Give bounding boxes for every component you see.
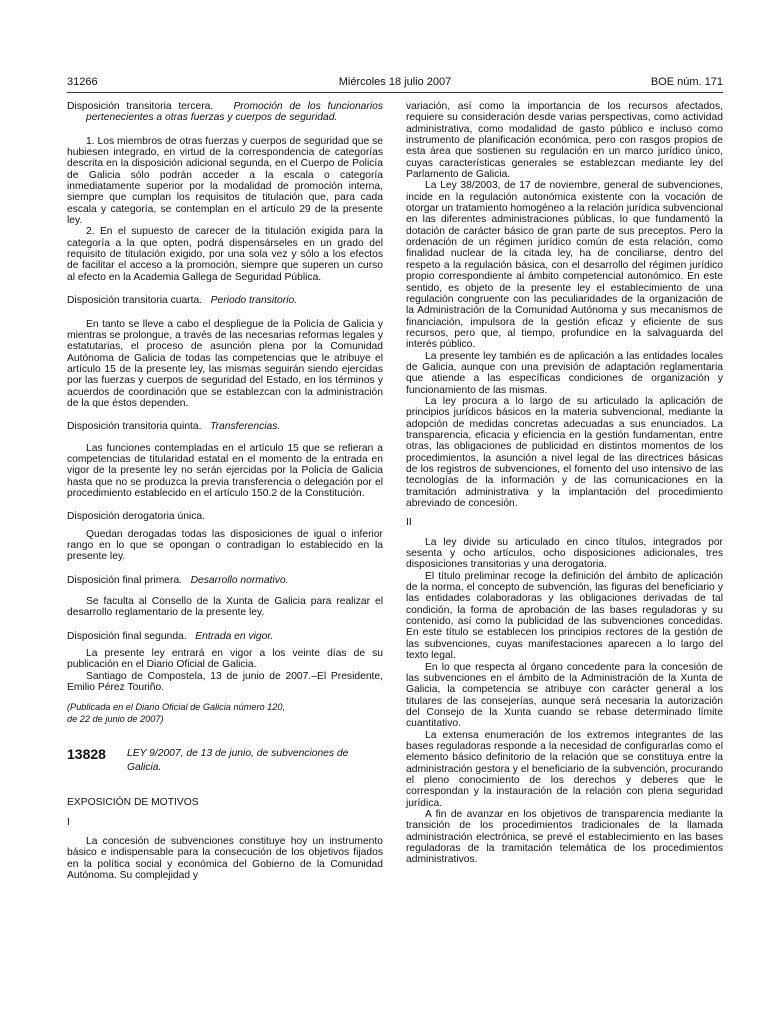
- publication-note-line-1: (Publicada en el Diario Oficial de Galicia número 120,: [67, 702, 286, 713]
- dt3-label: Disposición transitoria tercera.: [67, 101, 214, 112]
- dd-heading: Disposición derogatoria única.: [67, 511, 205, 523]
- df1-heading: [67, 575, 383, 586]
- publication-date: Miércoles 18 julio 2007: [338, 76, 452, 88]
- right-paragraph-3: La presente ley también es de aplicación a las entidades locales de Galicia, aunque con una previsión de adaptación reglamentaria que atiende a las específicas condiciones de organización y funcionamiento de las mismas.: [406, 350, 723, 396]
- dt5-heading: [67, 421, 383, 432]
- right-paragraph-1: variación, así como la importancia de los recursos afectados, requiere su consideración desde varias perspectivas, como actividad administrativa, como modalidad de gasto público e incluso como instrumento de planificación económica, pero con rasgos propios de esta área que sostienen su regulación en un marco jurídico único, cuyas características generales se establezcan mediante ley del Parlamento de Galicia.: [406, 101, 723, 181]
- df2-title: Entrada en vigor.: [195, 630, 274, 642]
- right-paragraph-8: La extensa enumeración de los extremos integrantes de las bases reguladoras responde a la necesidad de configurarlas como el elemento básico definitorio de la relación que se constituya entre la administración gestora y el beneficiario de la subvención, procurando el pleno conocimiento de los derechos y deberes que le correspondan y la instauración de la relación con plena seguridad jurídica.: [406, 729, 723, 809]
- df1-title: Desarrollo normativo.: [190, 574, 289, 586]
- dt5-paragraph-1: Las funciones contempladas en el artículo 15 que se refieran a competencias de titularidad estatal en el momento de la entrada en vigor de la presente ley no serán ejercidas por la Policía de Galicia hasta que no se produzca la previa transferencia o delegación por el procedimiento establecido en el artículo 150.2 de la Constitución.: [67, 442, 383, 499]
- law-heading: [67, 747, 383, 775]
- df2-paragraph-1: La presente ley entrará en vigor a los veinte días de su publicación en el Diario Oficial de Galicia.: [67, 648, 383, 671]
- right-paragraph-2: La Ley 38/2003, de 17 de noviembre, general de subvenciones, incide en la regulación autonómica existente con la vocación de otorgar un tratamiento homogéneo a la relación jurídica subvencional en las diferentes administraciones públicas, lo que fundamentó la dotación de carácter básico de gran parte de sus preceptos. Pero la ordenación de un régimen jurídico común de esta relación, como finalidad nuclear de la citada ley, ha de conciliarse, dentro del respeto a la regulación básica, con el desarrollo del régimen jurídico propio correspondiente al ámbito competencial autonómico. En este sentido, es objeto de la presente ley el establecimiento de una regulación congruente con las peculiaridades de la organización de la Administración de la Comunidad Autónoma y sus mecanismos de financiación, impulsora de la gestión eficaz y eficiente de sus recursos, pero que, al tiempo, profundice en la salvaguarda del interés público.: [406, 180, 723, 351]
- left-column: [67, 101, 383, 882]
- header-rule: [67, 92, 723, 93]
- dt4-label: Disposición transitoria cuarta.: [67, 295, 203, 307]
- dt5-title: Transferencias.: [210, 421, 281, 433]
- publication-note-line-2: de 22 de junio de 2007): [67, 714, 164, 725]
- df1-paragraph-1: Se faculta al Consello de la Xunta de Galicia para realizar el desarrollo reglamentario de la presente ley.: [67, 596, 383, 619]
- law-number: 13828: [67, 746, 106, 763]
- dt3-heading: [67, 101, 383, 124]
- exposicion-title: EXPOSICIÓN DE MOTIVOS: [67, 797, 199, 809]
- dt3-title: Promoción de los funcionarios pertenecientes a otras fuerzas y cuerpos de seguridad.: [86, 101, 383, 124]
- right-paragraph-4: La ley procura a lo largo de su articulado la aplicación de principios jurídicos básicos en la materia subvencional, mediante la adopción de medidas concretas adecuadas a sus enunciados. La transparencia, eficacia y eficiencia en la gestión fundamentan, entre otras, las obligaciones de publicidad en distintos momentos de los procedimientos, la asunción a nivel legal de las directrices básicas de los registros de subvenciones, el fomento del uso intensivo de las tecnologías de la información y de las comunicaciones en la tramitación administrativa y la implantación del procedimiento abreviado de concesión.: [406, 395, 723, 510]
- section-roman-2: II: [406, 517, 412, 529]
- page-header: [67, 74, 723, 90]
- df2-label: Disposición final segunda.: [67, 630, 187, 642]
- dd-paragraph-1: Quedan derogadas todas las disposiciones de igual o inferior rango en lo que se opongan o contradigan lo establecido en la presente ley.: [67, 528, 383, 563]
- section-roman-1: I: [67, 816, 70, 828]
- dt5-label: Disposición transitoria quinta.: [67, 421, 202, 433]
- dt4-heading: [67, 295, 383, 306]
- right-paragraph-7: En lo que respecta al órgano concedente para la concesión de las subvenciones en el ámbito de la Administración de la Xunta de Galicia, la competencia se atribuye con carácter general a los titulares de las consejerías, aunque será necesaria la autorización del Consejo de la Xunta cuando se rebase determinado límite cuantitativo.: [406, 661, 723, 730]
- right-paragraph-5: La ley divide su articulado en cinco títulos, integrados por sesenta y ocho artículos, ocho disposiciones adicionales, tres disposiciones transitorias y una derogatoria.: [406, 536, 723, 571]
- right-paragraph-6: El título preliminar recoge la definición del ámbito de aplicación de la norma, el concepto de subvención, las figuras del beneficiario y las entidades colaboradoras y las obligaciones derivadas de tal condición, la forma de aprobación de las bases reguladoras y su contenido, así como la publicidad de las subvenciones concedidas. En este título se establecen los principios rectores de la gestión de las subvenciones, cuyas manifestaciones aparecen a lo largo del texto legal.: [406, 570, 723, 662]
- dt4-title: Periodo transitorio.: [210, 295, 298, 307]
- df2-heading: [67, 631, 383, 642]
- df1-label: Disposición final primera.: [67, 574, 183, 586]
- signature: Santiago de Compostela, 13 de junio de 2007.–El Presidente, Emilio Pérez Touriño.: [67, 670, 383, 694]
- law-title: LEY 9/2007, de 13 de junio, de subvenciones de Galicia.: [127, 748, 349, 774]
- right-paragraph-9: A fin de avanzar en los objetivos de transparencia mediante la transición de los procedimientos tradicionales de la llamada administración electrónica, se prevé el establecimiento en las bases reguladoras de la tramitación telemática de los procedimientos administrativos.: [406, 808, 723, 866]
- page-number: 31266: [67, 76, 98, 88]
- dt3-paragraph-1: 1. Los miembros de otras fuerzas y cuerpos de seguridad que se hubiesen integrado, en virtud de la correspondencia de categorías descrita en la disposición adicional segunda, en el Cuerpo de Policía de Galicia sólo podrán acceder a la escala o categoría inmediatamente superior por la modalidad de promoción interna, siempre que cumplan los requisitos de titulación que, para cada escala y categoría, se contemplan en el artículo 29 de la presente ley.: [67, 135, 383, 227]
- dt3-paragraph-2: 2. En el supuesto de carecer de la titulación exigida para la categoría a la que opten, podrá dispensárseles en un grado del requisito de titulación exigido, por una sola vez y sólo a los efectos de facilitar el acceso a la promoción, siempre que superen un curso al efecto en la Academia Gallega de Seguridad Pública.: [67, 226, 383, 283]
- exposicion-paragraph-1: La concesión de subvenciones constituye hoy un instrumento básico e indispensable para la consecución de los objetivos fijados en la política social y económica del Gobierno de la Comunidad Autónoma. Su complejidad y: [67, 836, 383, 882]
- dt4-paragraph-1: En tanto se lleve a cabo el despliegue de la Policía de Galicia y mientras se prolongue, a través de las necesarias reformas legales y estatutarias, el proceso de asunción plena por la Comunidad Autónoma de Galicia de todas las competencias que le atribuye el artículo 15 de la presente ley, las mismas seguirán siendo ejercidas por las fuerzas y cuerpos de seguridad del Estado, en los términos y acuerdos de coordinación que se establezcan con la administración de la que éstos dependen.: [67, 318, 383, 409]
- bulletin-number: BOE núm. 171: [650, 76, 723, 88]
- right-column: [406, 101, 723, 866]
